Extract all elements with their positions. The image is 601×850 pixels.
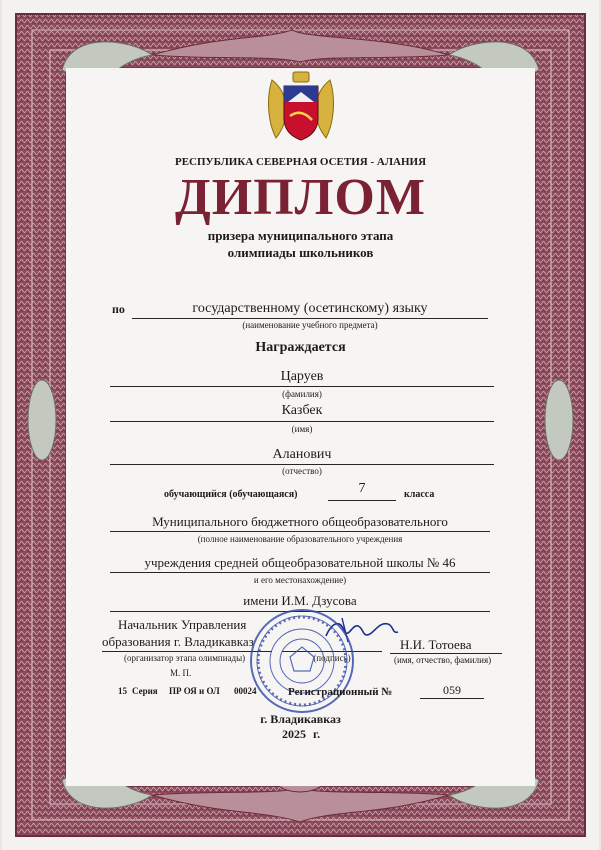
first-name-line xyxy=(110,421,494,422)
school-line-2: учреждения средней общеобразовательной школы № 46 xyxy=(144,555,456,570)
subject-prefix: по xyxy=(112,302,125,316)
org-line-rule xyxy=(102,651,272,652)
first-name-value: Казбек xyxy=(281,403,323,418)
footer-year: 2025 xyxy=(282,727,306,741)
series-number: 00024 xyxy=(234,686,257,696)
coat-of-arms-emblem xyxy=(264,68,338,146)
grade-line xyxy=(328,500,396,501)
subtitle-line-2: олимпиады школьников xyxy=(227,245,374,260)
school-line-2-rule xyxy=(110,572,490,573)
surname-line xyxy=(110,386,494,387)
signer-line xyxy=(390,653,502,654)
school-line-1: Муниципального бюджетного общеобразовательного xyxy=(152,514,448,529)
registration-value: 059 xyxy=(443,683,461,697)
patronymic-value: Аланович xyxy=(272,447,332,462)
org-line-1: Начальник Управления xyxy=(118,617,247,632)
signer-name: Н.И. Тотоева xyxy=(400,637,472,652)
surname-value: Царуев xyxy=(280,369,324,384)
mp-label: М. П. xyxy=(170,668,192,678)
subject-caption: (наименование учебного предмета) xyxy=(242,320,378,330)
grade-suffix: класса xyxy=(404,489,435,500)
region-heading: РЕСПУБЛИКА СЕВЕРНАЯ ОСЕТИЯ - АЛАНИЯ xyxy=(174,156,427,168)
registration-line xyxy=(420,698,484,699)
grade-label: обучающийся (обучающаяся) xyxy=(164,489,298,500)
grade-value: 7 xyxy=(358,481,366,496)
subtitle-line-1: призера муниципального этапа xyxy=(207,228,394,243)
subject-line xyxy=(132,318,488,319)
series-label: Серия xyxy=(132,686,158,696)
school-line-3: имени И.М. Дзусова xyxy=(243,593,357,608)
awarded-label: Награждается xyxy=(255,340,346,355)
patronymic-line xyxy=(110,464,494,465)
footer-city: г. Владикавказ xyxy=(260,712,341,726)
school-line-1-rule xyxy=(110,531,490,532)
series-prefix: 15 xyxy=(118,686,127,696)
official-stamp xyxy=(248,607,356,715)
school-caption-2: и его местонахождение) xyxy=(253,575,347,585)
registration-label: Регистрационный № xyxy=(288,686,393,698)
diploma-sheet xyxy=(2,0,599,850)
surname-caption: (фамилия) xyxy=(282,389,322,399)
patronymic-caption: (отчество) xyxy=(282,466,322,476)
series-value: ПР ОЯ и ОЛ xyxy=(169,686,220,696)
org-line-2: образования г. Владикавказ xyxy=(102,634,254,649)
subject-value: государственному (осетинскому) языку xyxy=(192,301,428,316)
diploma-title: ДИПЛОМ xyxy=(175,169,426,226)
org-caption: (организатор этапа олимпиады) xyxy=(124,653,246,663)
sign-caption: (подпись) xyxy=(313,653,351,663)
footer-year-suffix: г. xyxy=(313,727,321,741)
school-caption-1: (полное наименование образовательного учреждения xyxy=(197,534,403,544)
first-name-caption: (имя) xyxy=(291,424,313,434)
signer-caption: (имя, отчество, фамилия) xyxy=(394,655,492,665)
